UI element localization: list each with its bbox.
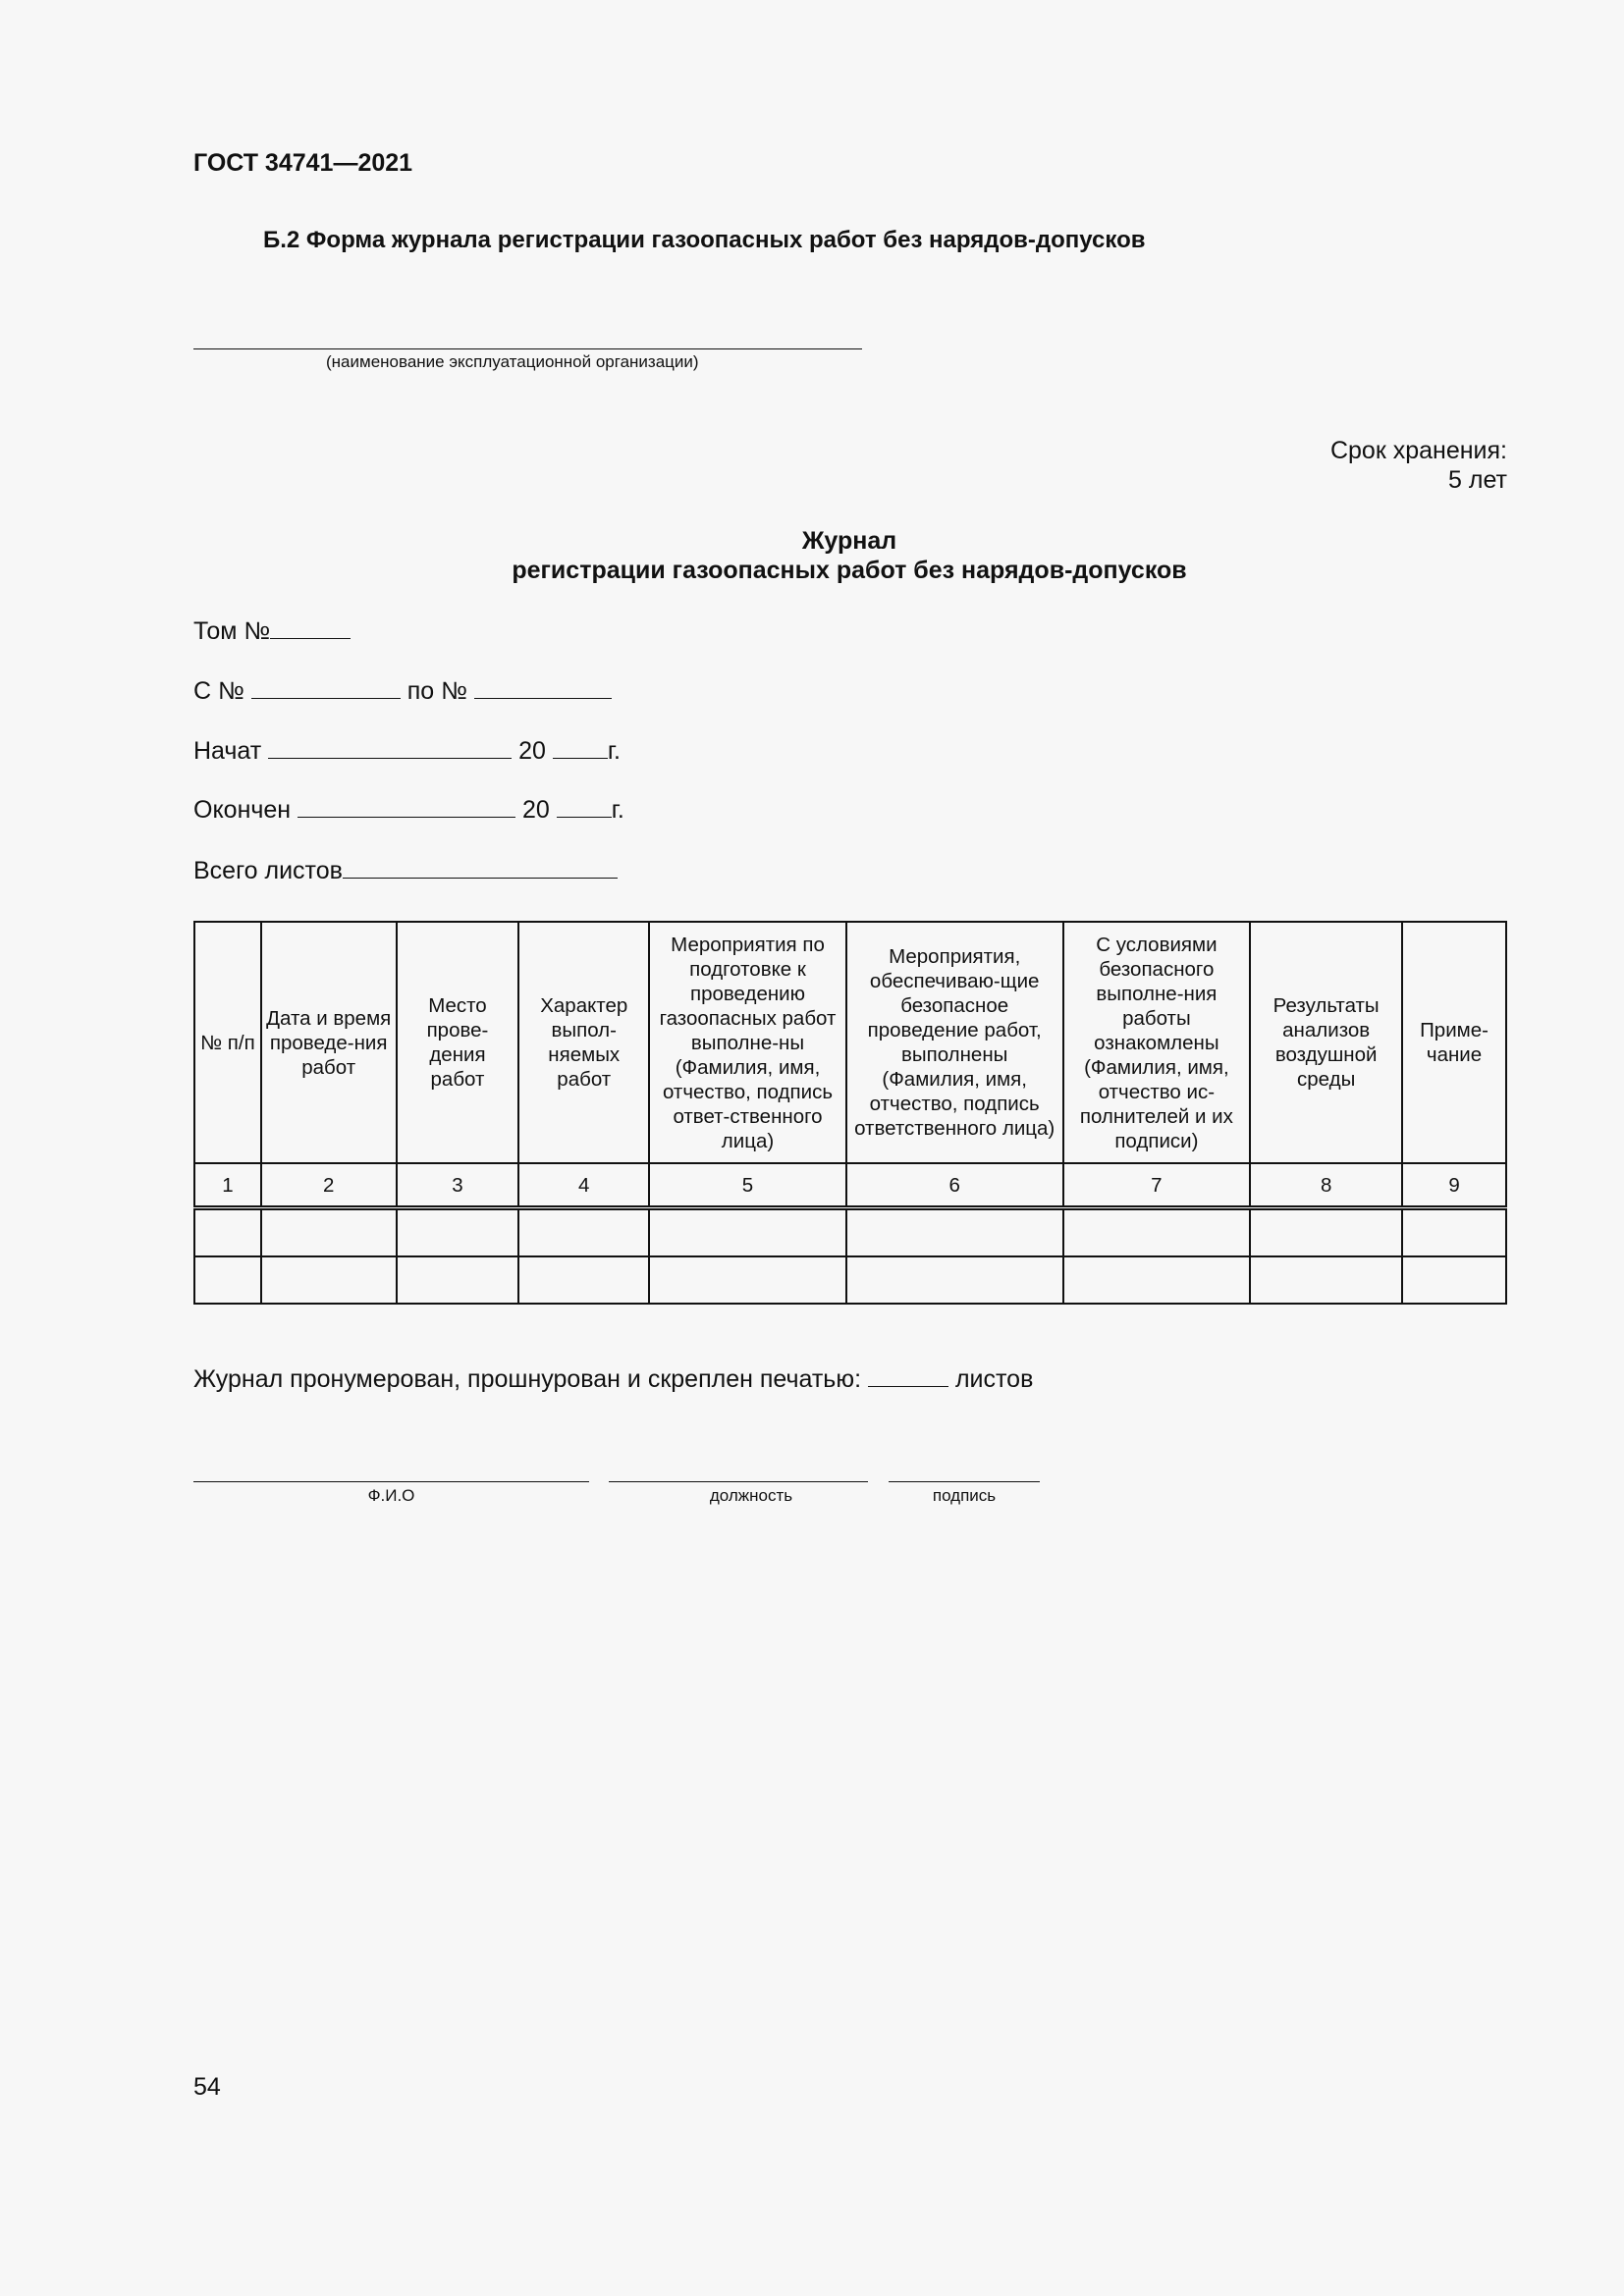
started-label: Начат [193, 737, 262, 765]
empty-cell[interactable] [1402, 1208, 1506, 1257]
started-field [193, 736, 621, 766]
total-sheets-label: Всего листов [193, 857, 343, 884]
name-label: Ф.И.О [367, 1486, 415, 1505]
volume-blank[interactable] [270, 616, 351, 639]
journal-table [193, 921, 1507, 1305]
column-header: № п/п [194, 922, 261, 1163]
sheets-word: листов [954, 1365, 1034, 1393]
name-signature-line[interactable] [193, 1481, 589, 1482]
volume-field [193, 616, 351, 646]
document-standard-header: ГОСТ 34741—2021 [193, 149, 413, 177]
empty-cell[interactable] [397, 1208, 519, 1257]
year-prefix: 20 [522, 796, 550, 824]
position-label: должность [709, 1486, 793, 1505]
ended-field [193, 795, 624, 825]
to-blank[interactable] [474, 676, 612, 699]
signature-label: подпись [932, 1486, 997, 1505]
started-date-blank[interactable] [268, 736, 512, 759]
table-header-row [194, 922, 1506, 1163]
sheets-count-blank[interactable] [868, 1364, 948, 1387]
page-number: 54 [193, 2073, 221, 2101]
empty-cell[interactable] [194, 1256, 261, 1304]
retention-label: Срок хранения: [1329, 437, 1507, 464]
ended-year-blank[interactable] [557, 795, 612, 818]
column-header: Место прове-дения работ [397, 922, 519, 1163]
empty-cell[interactable] [846, 1256, 1063, 1304]
column-number: 4 [518, 1163, 649, 1208]
empty-cell[interactable] [261, 1256, 397, 1304]
total-sheets-field [193, 856, 618, 885]
column-header: С условиями безопасного выполне-ния работы ознакомлены (Фамилия, имя, отчество ис-полнителей и их подписи) [1063, 922, 1251, 1163]
table-row [194, 1208, 1506, 1257]
column-number: 8 [1250, 1163, 1402, 1208]
column-header: Дата и время проведе-ния работ [261, 922, 397, 1163]
empty-cell[interactable] [261, 1208, 397, 1257]
organization-line [193, 348, 862, 349]
ended-date-blank[interactable] [298, 795, 515, 818]
year-suffix: г. [607, 737, 621, 765]
empty-cell[interactable] [1402, 1256, 1506, 1304]
column-number: 6 [846, 1163, 1063, 1208]
column-number-row [194, 1163, 1506, 1208]
year-suffix: г. [611, 796, 624, 824]
empty-cell[interactable] [397, 1256, 519, 1304]
empty-cell[interactable] [194, 1208, 261, 1257]
column-number: 5 [649, 1163, 846, 1208]
column-header: Результаты анализов воздушной среды [1250, 922, 1402, 1163]
empty-cell[interactable] [1063, 1256, 1251, 1304]
to-label: по № [406, 677, 467, 705]
table-row [194, 1256, 1506, 1304]
from-label: С № [193, 677, 244, 705]
journal-subtitle: регистрации газоопасных работ без нарядов-допусков [512, 557, 1187, 584]
from-blank[interactable] [251, 676, 401, 699]
retention-value: 5 лет [1448, 466, 1507, 494]
volume-label: Том № [193, 617, 271, 645]
total-sheets-blank[interactable] [343, 856, 618, 879]
empty-cell[interactable] [518, 1256, 649, 1304]
organization-caption: (наименование эксплуатационной организации) [326, 352, 699, 371]
empty-cell[interactable] [649, 1208, 846, 1257]
empty-cell[interactable] [1250, 1208, 1402, 1257]
year-prefix: 20 [518, 737, 546, 765]
column-number: 2 [261, 1163, 397, 1208]
section-title: Б.2 Форма журнала регистрации газоопасных работ без нарядов-допусков [263, 227, 1146, 253]
empty-cell[interactable] [649, 1256, 846, 1304]
empty-cell[interactable] [1063, 1208, 1251, 1257]
column-number: 9 [1402, 1163, 1506, 1208]
position-signature-line[interactable] [609, 1481, 868, 1482]
numbering-statement [193, 1364, 1033, 1394]
empty-cell[interactable] [846, 1208, 1063, 1257]
range-field [193, 676, 612, 706]
signature-line[interactable] [889, 1481, 1040, 1482]
column-header: Мероприятия по подготовке к проведению газоопасных работ выполне-ны (Фамилия, имя, отчество, подпись ответ-ственного лица) [649, 922, 846, 1163]
ended-label: Окончен [193, 796, 292, 824]
column-number: 1 [194, 1163, 261, 1208]
column-header: Приме-чание [1402, 922, 1506, 1163]
column-number: 3 [397, 1163, 519, 1208]
column-header: Характер выпол-няемых работ [518, 922, 649, 1163]
started-year-blank[interactable] [553, 736, 608, 759]
column-header: Мероприятия, обеспечиваю-щие безопасное проведение работ, выполнены (Фамилия, имя, отчество, подпись ответственного лица) [846, 922, 1063, 1163]
empty-cell[interactable] [1250, 1256, 1402, 1304]
column-number: 7 [1063, 1163, 1251, 1208]
journal-title: Журнал [801, 527, 897, 555]
empty-cell[interactable] [518, 1208, 649, 1257]
statement-text: Журнал пронумерован, прошнурован и скреплен печатью: [193, 1365, 862, 1393]
